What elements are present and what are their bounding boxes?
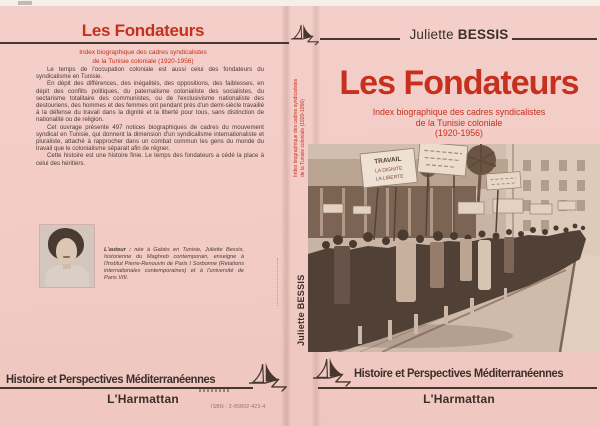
front-subtitle-line2: de la Tunisie coloniale xyxy=(415,117,503,128)
harmattan-sailboat-icon-front xyxy=(313,354,351,390)
demonstration-photo-art xyxy=(308,144,600,352)
author-bio-label: L'auteur : xyxy=(104,247,131,253)
book-cover-spread xyxy=(0,6,600,426)
back-cover-title-wrap xyxy=(0,21,286,44)
photo-wash xyxy=(308,144,600,352)
demonstration-photo xyxy=(308,144,600,352)
blurb-paragraph: Cet ouvrage présente 497 notices biographiques de cadres du mouvement syndical en Tunisie, qui donnent la dimension d'un syndicalisme internationaliste et pluraliste, attaché à rapprocher dans un combat commun les gens du monde du travail que le colonialisme séparait afin de régner. xyxy=(36,123,264,153)
front-subtitle xyxy=(318,107,600,139)
back-cover-blurb xyxy=(36,66,264,167)
front-subtitle-line3: (1920-1956) xyxy=(435,128,483,138)
back-subtitle-line2: de la Tunisie coloniale (1920-1956) xyxy=(92,58,194,65)
banner-line3: LA LIBERTE xyxy=(375,173,404,183)
author-bio-text: née à Gabès en Tunisie, Juliette Bessis, historienne du Maghreb contemporain, enseigne à l'Institut Pierre-Renouvin de Paris I Sorbonne (Relations internationales contemporaines) et à l'université de Paris VIII. xyxy=(104,247,244,281)
spine-author: Juliette BESSIS xyxy=(296,274,306,346)
front-subtitle-line1: Index biographique des cadres syndicalistes xyxy=(372,107,546,117)
spine-subtitle-line1: Index biographique des cadres syndicalistes xyxy=(293,78,299,177)
back-cover-subtitle xyxy=(0,48,286,66)
blurb-paragraph: En dépit des différences, des inégalités, des oppositions, des faiblesses, en dépit des conflits politiques, du paternalisme colonialiste des socialistes, du sectarisme totalitaire des communistes, ou de l'exclusivisme nationaliste des destouriens, des hommes et des femmes ont pendant près d'un demi-siècle travaillé à la défense du travail dans la dignité et la liberté pour tous, sans distinction de nationalité ou de religion. xyxy=(36,80,264,124)
scan-edge-mark xyxy=(18,1,32,5)
author-portrait-photo xyxy=(40,225,94,287)
back-subtitle-line1: Index biographique des cadres syndicalistes xyxy=(79,49,207,56)
top-rule-back xyxy=(0,42,289,44)
front-author-last: BESSIS xyxy=(457,27,509,42)
front-title: Les Fondateurs xyxy=(339,64,579,102)
back-cover-title: Les Fondateurs xyxy=(78,21,208,44)
front-author-name xyxy=(318,27,600,42)
banner-line2: LA DIGNITE xyxy=(374,165,403,175)
bottom-rule-front xyxy=(318,387,597,389)
banner-line1: TRAVAIL xyxy=(373,155,402,166)
collection-title-back: Histoire et Perspectives Méditerranéennes xyxy=(6,374,216,386)
publisher-name-front: L'Harmattan xyxy=(423,392,495,406)
portrait-smile xyxy=(63,256,70,258)
front-author-first: Juliette xyxy=(409,27,454,42)
spine-fold-left xyxy=(281,6,291,426)
spine-subtitle xyxy=(293,64,306,177)
portrait-face xyxy=(56,238,77,264)
blurb-paragraph: Cette histoire est une histoire finie. Le temps des fondateurs a cédé la place à celui des héritiers. xyxy=(36,152,264,167)
vertical-credit-text xyxy=(277,258,280,306)
collection-title-front: Histoire et Perspectives Méditerranéennes xyxy=(354,368,564,380)
author-bio xyxy=(104,247,244,282)
harmattan-sailboat-icon-spine xyxy=(291,21,319,48)
publisher-name-back: L'Harmattan xyxy=(107,392,179,406)
blurb-paragraph: Le temps de l'occupation coloniale est aussi celui des fondateurs du syndicalisme en Tunisie. xyxy=(36,66,264,81)
isbn-text: ISBN : 2-85802-423-4 xyxy=(211,404,266,410)
spine-subtitle-line2: de la Tunisie coloniale (1920-1956) xyxy=(299,99,306,177)
